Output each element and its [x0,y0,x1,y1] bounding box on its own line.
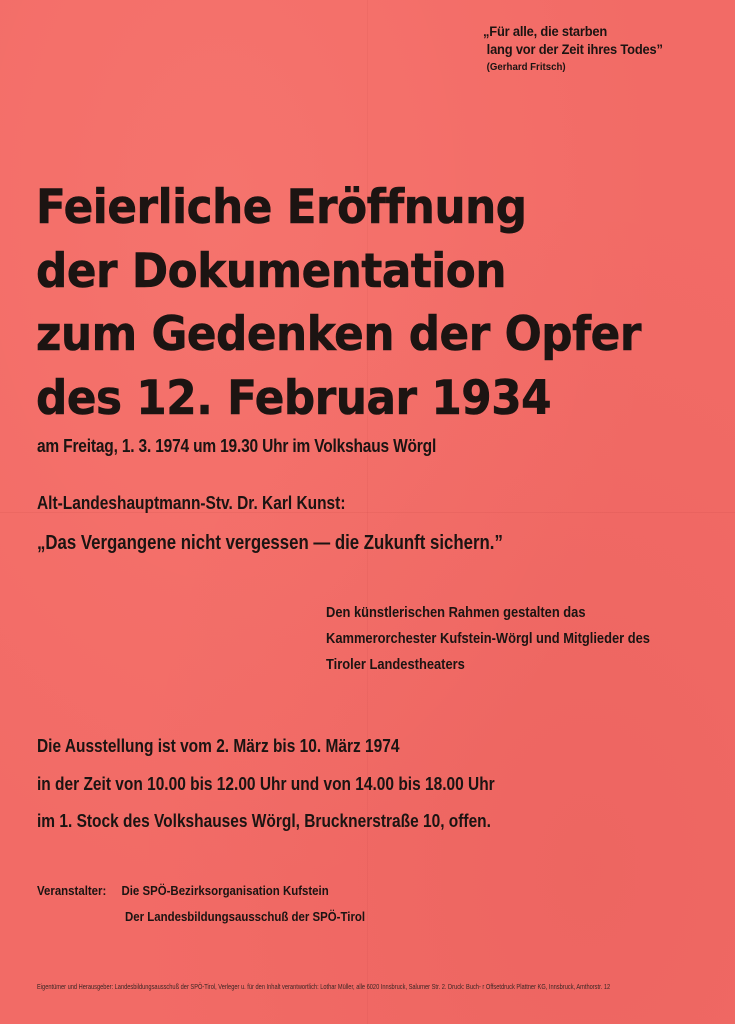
exhibition-info [37,728,569,841]
exhibition-line-2: in der Zeit von 10.00 bis 12.00 Uhr und von 14.00 bis 18.00 Uhr [37,773,495,794]
headline-line-4: des 12. Februar 1934 [36,370,552,426]
music-line-1: Den künstlerischen Rahmen gestalten das [326,604,586,621]
speaker-quote: „Das Vergangene nicht vergessen — die Zukunft sichern.” [37,532,503,554]
headline-line-1: Feierliche Eröffnung [36,180,527,235]
poster-headline [36,176,716,430]
epigraph-line-2: lang vor der Zeit ihres Todes” [486,41,663,57]
epigraph-author: (Gerhard Fritsch) [486,61,566,73]
paper-fold-vertical [367,0,368,1024]
headline-line-2: der Dokumentation [36,243,507,299]
imprint-footer: Eigentümer und Herausgeber: Landesbildungsausschuß der SPÖ-Tirol, Verleger u. für den Inhalt verantwortlich: Lothar Müller, alle 6020 Innsbruck, Salurner Str. 2. Druck: Buch- r Offsetdruck Plattner KG, Innsbruck, Amthorstr. 12 [37,982,611,991]
exhibition-line-1: Die Ausstellung ist vom 2. März bis 10. März 1974 [37,736,400,756]
headline-line-3: zum Gedenken der Opfer [36,307,641,362]
event-date-line: am Freitag, 1. 3. 1974 um 19.30 Uhr im Volkshaus Wörgl [37,436,437,456]
organizer-second: Der Landesbildungsausschuß der SPÖ-Tirol [125,909,366,924]
organizer-first: Die SPÖ-Bezirksorganisation Kufstein [121,883,329,898]
speaker-name: Alt-Landeshauptmann-Stv. Dr. Karl Kunst: [37,493,346,513]
organizer-row-1 [37,878,365,904]
music-line-2: Kammerorchester Kufstein-Wörgl und Mitglieder des [326,630,650,647]
music-credits [326,600,703,678]
epigraph-line-1: „Für alle, die starben [483,23,608,39]
exhibition-line-3: im 1. Stock des Volkshauses Wörgl, Brucknerstraße 10, offen. [37,811,491,831]
epigraph-quote [483,22,728,75]
organizer-block [37,878,410,930]
organizer-label: Veranstalter: [37,883,107,898]
music-line-3: Tiroler Landestheaters [326,656,465,673]
